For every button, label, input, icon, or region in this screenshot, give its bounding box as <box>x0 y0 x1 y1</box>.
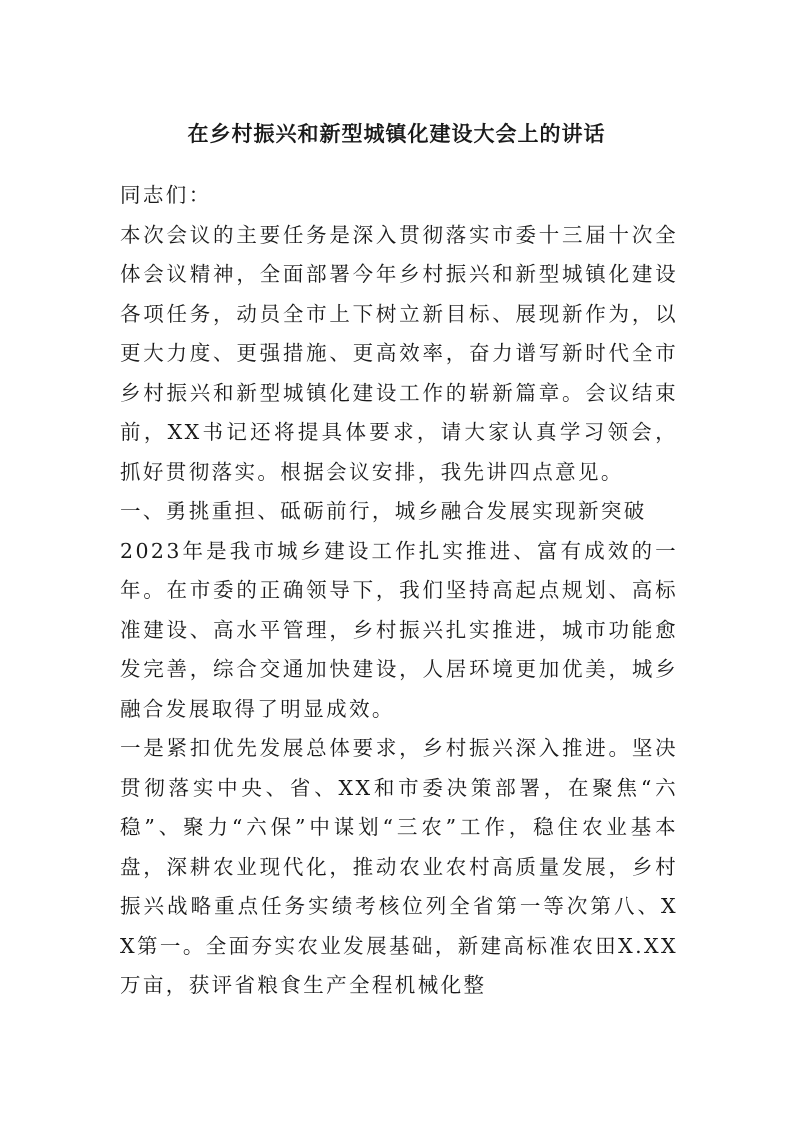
paragraph-intro: 本次会议的主要任务是深入贯彻落实市委十三届十次全体会议精神，全面部署今年乡村振兴和新型城镇化建设各项任务，动员全市上下树立新目标、展现新作为，以更大力度、更强措施、更高效率，奋力谱写新时代全市乡村振兴和新型城镇化建设工作的崭新篇章。会议结束前，XX书记还将提具体要求，请大家认真学习领会，抓好贯彻落实。根据会议安排，我先讲四点意见。 <box>120 222 678 484</box>
salutation: 同志们： <box>120 183 212 207</box>
section-heading: 一、勇挑重担、砥砺前行，城乡融合发展实现新突破 <box>120 499 647 523</box>
paragraph-summary: 2023年是我市城乡建设工作扎实推进、富有成效的一年。在市委的正确领导下，我们坚持高起点规划、高标准建设、高水平管理，乡村振兴扎实推进，城市功能愈发完善，综合交通加快建设，人居环境更加优美，城乡融合发展取得了明显成效。 <box>120 538 678 721</box>
document-title: 在乡村振兴和新型城镇化建设大会上的讲话 <box>187 122 606 146</box>
document-body <box>120 176 678 1006</box>
paragraph-point-one: 一是紧扣优先发展总体要求，乡村振兴深入推进。坚决贯彻落实中央、省、XX和市委决策部署，在聚焦“六稳”、聚力“六保”中谋划“三农”工作，稳住农业基本盘，深耕农业现代化，推动农业农村高质量发展，乡村振兴战略重点任务实绩考核位列全省第一等次第八、XX第一。全面夯实农业发展基础，新建高标准农田X.XX万亩，获评省粮食生产全程机械化整 <box>120 736 678 997</box>
